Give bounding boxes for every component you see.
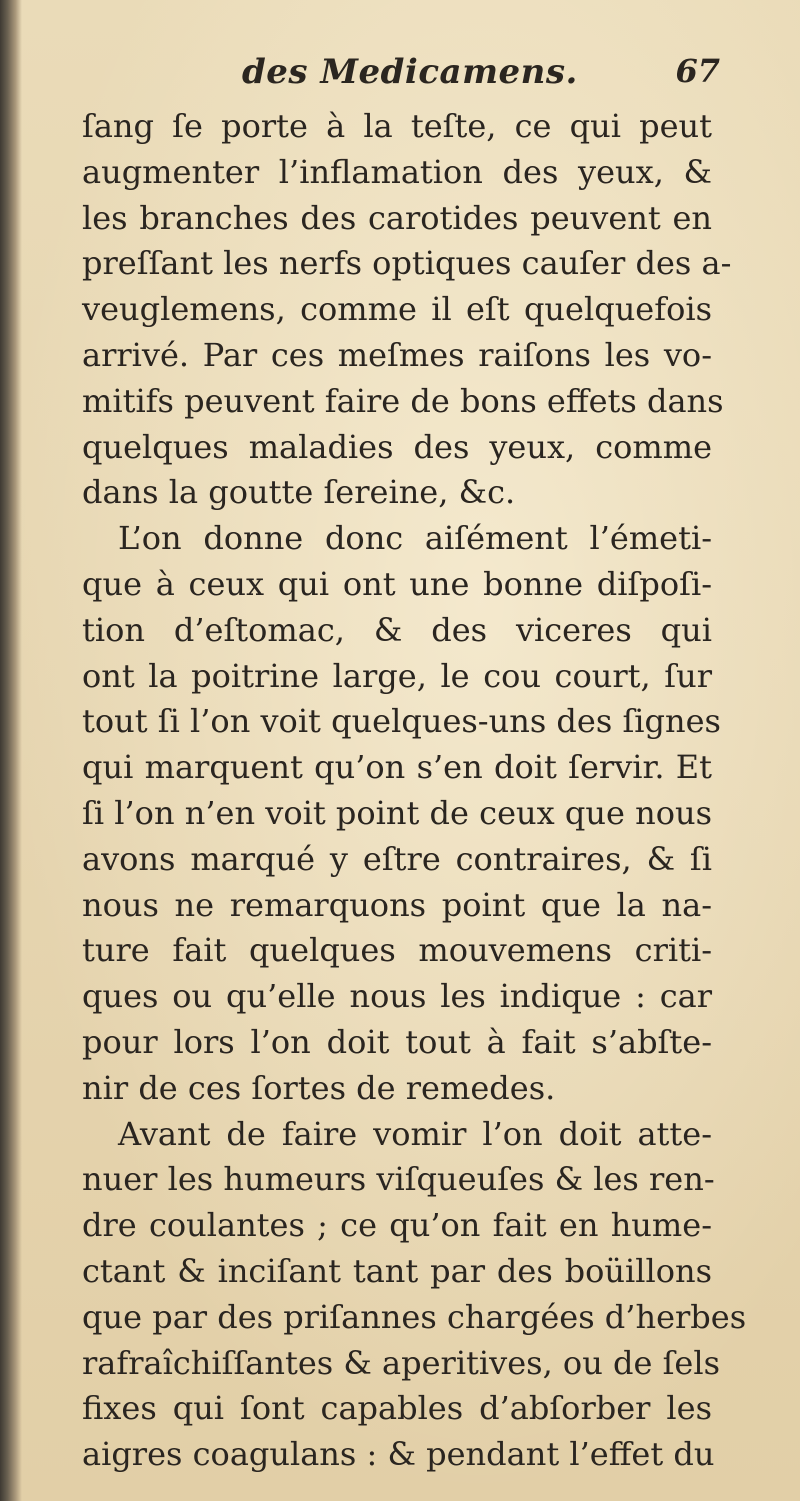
body-text	[82, 104, 747, 1478]
binding-gutter	[0, 0, 22, 1501]
text-line: mitifs peuvent faire de bons effets dans	[82, 381, 724, 420]
page-number: 67	[675, 52, 720, 90]
text-line: veuglemens, comme il eſt quelquefois	[82, 290, 712, 329]
text-line: aigres coagulans : & pendant l’effet du	[82, 1435, 715, 1474]
text-line: que par des priſannes chargées d’herbes	[82, 1297, 747, 1336]
text-line: ont la poitrine large, le cou court, ſur	[82, 656, 712, 695]
page-header	[100, 52, 720, 102]
text-line: rafraîchiſſantes & aperitives, ou de ſels	[82, 1343, 720, 1382]
text-line: quelques maladies des yeux, comme	[82, 427, 712, 466]
text-line: qui marquent qu’on s’en doit ſervir. Et	[82, 748, 712, 787]
text-line: dre coulantes ; ce qu’on fait en hume-	[82, 1206, 712, 1245]
text-line: preſſant les nerfs optiques cauſer des a-	[82, 244, 732, 283]
text-line: ctant & inciſant tant par des boüillons	[82, 1251, 712, 1290]
paragraph-start-line: Avant de faire vomir l’on doit atte-	[118, 1114, 712, 1153]
text-line: nous ne remarquons point que la na-	[82, 885, 712, 924]
text-line: ſang ſe porte à la teſte, ce qui peut	[82, 107, 712, 145]
text-line: avons marqué y eſtre contraires, & ſi	[82, 839, 712, 878]
paragraph-start-line: L’on donne donc aiſément l’émeti-	[118, 519, 712, 558]
running-title: des Medicamens.	[242, 52, 578, 92]
text-line: tion d’eſtomac, & des viceres qui	[82, 610, 712, 649]
text-line: ture fait quelques mouvemens criti-	[82, 931, 712, 970]
text-line: les branches des carotides peuvent en	[82, 198, 712, 237]
text-line: tout ſi l’on voit quelques-uns des ſignes	[82, 702, 721, 741]
text-line: fixes qui ſont capables d’abſorber les	[82, 1389, 712, 1428]
text-line: que à ceux qui ont une bonne diſpoſi-	[82, 564, 712, 603]
text-line: pour lors l’on doit tout à fait s’abſte-	[82, 1022, 712, 1061]
text-line: nuer les humeurs viſqueuſes & les ren-	[82, 1160, 715, 1199]
text-line: ſi l’on n’en voit point de ceux que nous	[82, 793, 712, 832]
paragraph-end-line: dans la goutte ſereine, &c.	[82, 473, 516, 512]
text-line: ques ou qu’elle nous les indique : car	[82, 977, 712, 1016]
text-line: augmenter l’inflamation des yeux, &	[82, 152, 712, 191]
paragraph-end-line: nir de ces ſortes de remedes.	[82, 1068, 556, 1107]
text-line: arrivé. Par ces meſmes raiſons les vo-	[82, 335, 712, 374]
